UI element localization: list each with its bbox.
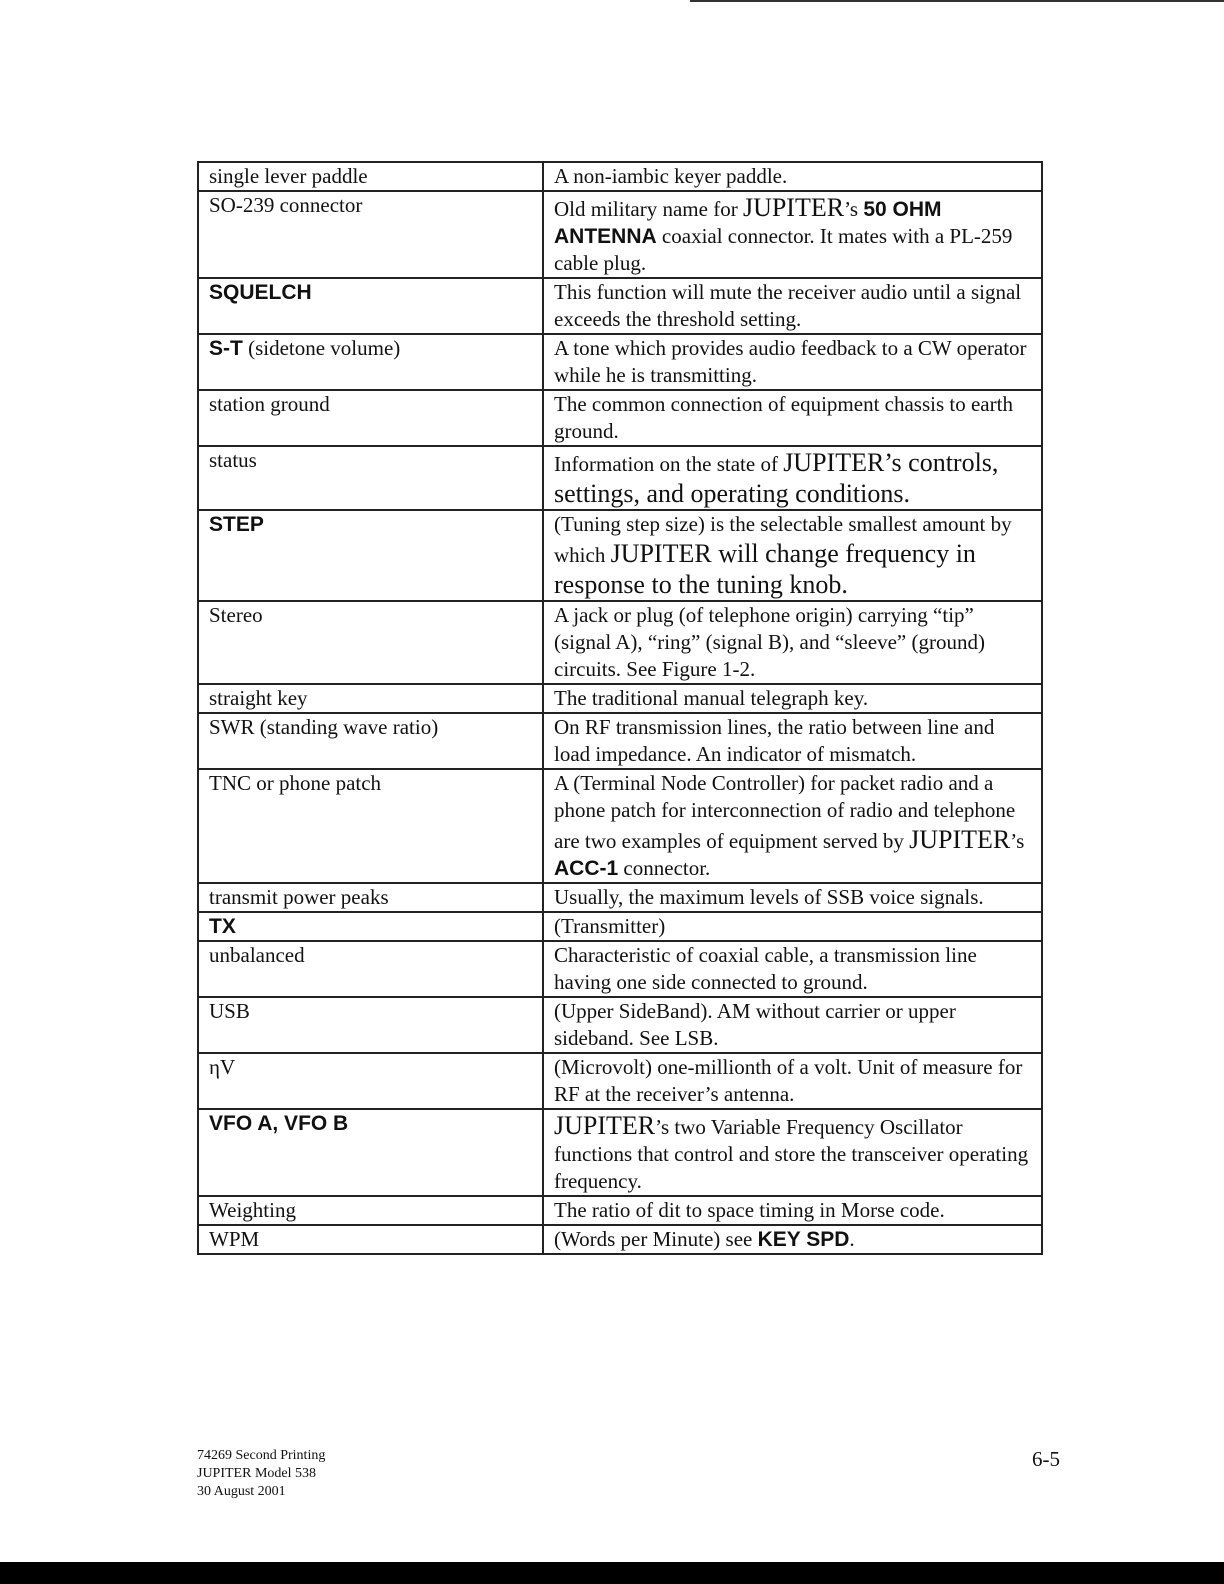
term-text: (sidetone volume) <box>242 336 401 360</box>
glossary-definition <box>543 1225 1042 1254</box>
page-number: 6-5 <box>1032 1447 1060 1471</box>
definition-text: This function will mute the receiver audio until a signal exceeds the threshold setting. <box>554 280 1022 331</box>
glossary-row <box>198 713 1042 769</box>
glossary-row <box>198 941 1042 997</box>
glossary-term <box>198 1053 543 1109</box>
glossary-term <box>198 1196 543 1225</box>
footer-model: JUPITER Model 538 <box>197 1466 316 1481</box>
glossary-definition <box>543 997 1042 1053</box>
definition-text: ’s <box>1010 829 1025 853</box>
glossary-row <box>198 883 1042 912</box>
term-text: transmit power peaks <box>209 885 389 909</box>
term-text: Weighting <box>209 1198 296 1222</box>
glossary-term <box>198 334 543 390</box>
glossary-term <box>198 1109 543 1196</box>
definition-text: A non-iambic keyer paddle. <box>554 164 788 188</box>
definition-text: On RF transmission lines, the ratio between line and load impedance. An indicator of mismatch. <box>554 715 995 766</box>
glossary-definition <box>543 941 1042 997</box>
term-text: SWR (standing wave ratio) <box>209 715 439 739</box>
definition-text: Old military name for <box>554 197 743 221</box>
definition-text: Usually, the maximum levels of SSB voice signals. <box>554 885 984 909</box>
glossary-definition <box>543 912 1042 941</box>
term-text: STEP <box>209 513 264 536</box>
glossary-definition <box>543 446 1042 510</box>
term-text: ηV <box>209 1055 236 1079</box>
definition-text: JUPITER will change frequency in response to the tuning knob. <box>554 539 976 599</box>
glossary-row <box>198 334 1042 390</box>
glossary-table <box>197 161 1043 1255</box>
glossary-row <box>198 278 1042 334</box>
term-text: TX <box>209 915 236 938</box>
glossary-term <box>198 510 543 601</box>
glossary-row <box>198 162 1042 191</box>
bottom-scan-edge <box>0 1562 1224 1584</box>
glossary-definition <box>543 278 1042 334</box>
glossary-definition <box>543 390 1042 446</box>
glossary-row <box>198 1196 1042 1225</box>
glossary-row <box>198 769 1042 883</box>
glossary-definition <box>543 510 1042 601</box>
definition-text: JUPITER <box>742 193 845 222</box>
definition-text: Information on the state of <box>554 452 784 476</box>
definition-text: ACC-1 <box>554 857 619 880</box>
glossary-definition <box>543 1196 1042 1225</box>
glossary-term <box>198 941 543 997</box>
definition-text: coaxial connector. It mates with a PL-259 cable plug. <box>554 224 1013 275</box>
glossary-row <box>198 601 1042 684</box>
glossary-term <box>198 1225 543 1254</box>
footer-date: 30 August 2001 <box>197 1484 286 1499</box>
footer-printing-info <box>197 1447 325 1501</box>
definition-text: The traditional manual telegraph key. <box>554 686 869 710</box>
definition-text: (Microvolt) one-millionth of a volt. Unit of measure for RF at the receiver’s antenna. <box>554 1055 1023 1106</box>
glossary-definition <box>543 713 1042 769</box>
glossary-term <box>198 713 543 769</box>
glossary-row <box>198 684 1042 713</box>
definition-text: ’s two Variable Frequency Oscillator functions that control and store the transceiver operating frequency. <box>554 1115 1029 1193</box>
glossary-row <box>198 912 1042 941</box>
glossary-row <box>198 1225 1042 1254</box>
definition-text: Characteristic of coaxial cable, a transmission line having one side connected to ground. <box>554 943 977 994</box>
term-text: straight key <box>209 686 308 710</box>
glossary-definition <box>543 601 1042 684</box>
definition-text: (Upper SideBand). AM without carrier or upper sideband. See LSB. <box>554 999 956 1050</box>
glossary-term <box>198 883 543 912</box>
term-text: SQUELCH <box>209 281 312 304</box>
glossary-definition <box>543 883 1042 912</box>
definition-text: JUPITER <box>554 1111 656 1140</box>
definition-text: A jack or plug (of telephone origin) carrying “tip” (signal A), “ring” (signal B), and “sleeve” (ground) circuits. See Figure 1-2. <box>554 603 985 681</box>
glossary-row <box>198 997 1042 1053</box>
definition-text: . <box>849 1227 855 1251</box>
glossary-definition <box>543 334 1042 390</box>
glossary-definition <box>543 1053 1042 1109</box>
term-text: VFO A, VFO B <box>209 1112 349 1135</box>
definition-text: 50 OHM ANTENNA <box>554 198 942 248</box>
footer-printing: 74269 Second Printing <box>197 1448 326 1463</box>
term-text: single lever paddle <box>209 164 368 188</box>
definition-text: (Transmitter) <box>554 914 666 938</box>
glossary-definition <box>543 1109 1042 1196</box>
term-text: SO-239 connector <box>209 193 363 217</box>
glossary-row <box>198 446 1042 510</box>
glossary-term <box>198 162 543 191</box>
term-text: S-T <box>209 337 243 360</box>
term-text: station ground <box>209 392 330 416</box>
glossary-definition <box>543 191 1042 278</box>
glossary-term <box>198 446 543 510</box>
glossary-term <box>198 997 543 1053</box>
definition-text: (Words per Minute) see <box>554 1227 758 1251</box>
definition-text: ’s <box>844 197 864 221</box>
glossary-row <box>198 191 1042 278</box>
glossary-row <box>198 1109 1042 1196</box>
glossary-term <box>198 601 543 684</box>
glossary-row <box>198 1053 1042 1109</box>
definition-text: KEY SPD <box>757 1228 850 1251</box>
definition-text: JUPITER <box>909 825 1011 854</box>
glossary-row <box>198 510 1042 601</box>
glossary-definition <box>543 769 1042 883</box>
top-rule <box>690 0 1224 2</box>
definition-text: The common connection of equipment chassis to earth ground. <box>554 392 1013 443</box>
term-text: USB <box>209 999 250 1023</box>
definition-text: (Tuning step size) is the selectable smallest amount by which <box>554 512 1012 567</box>
definition-text: A tone which provides audio feedback to a CW operator while he is transmitting. <box>554 336 1027 387</box>
glossary-row <box>198 390 1042 446</box>
term-text: Stereo <box>209 603 263 627</box>
definition-text: JUPITER’s controls, settings, and operating conditions. <box>554 448 999 508</box>
glossary-term <box>198 191 543 278</box>
definition-text: A (Terminal Node Controller) for packet radio and a phone patch for interconnection of radio and telephone are two examples of equipment served by <box>554 771 1016 853</box>
glossary-term <box>198 769 543 883</box>
glossary-definition <box>543 684 1042 713</box>
definition-text: connector. <box>618 856 711 880</box>
glossary-term <box>198 912 543 941</box>
glossary-definition <box>543 162 1042 191</box>
term-text: WPM <box>209 1227 260 1251</box>
glossary-body <box>198 162 1042 1254</box>
glossary-term <box>198 390 543 446</box>
term-text: TNC or phone patch <box>209 771 382 795</box>
term-text: unbalanced <box>209 943 305 967</box>
glossary-term <box>198 278 543 334</box>
glossary-term <box>198 684 543 713</box>
term-text: status <box>209 448 257 472</box>
definition-text: The ratio of dit to space timing in Morse code. <box>554 1198 945 1222</box>
